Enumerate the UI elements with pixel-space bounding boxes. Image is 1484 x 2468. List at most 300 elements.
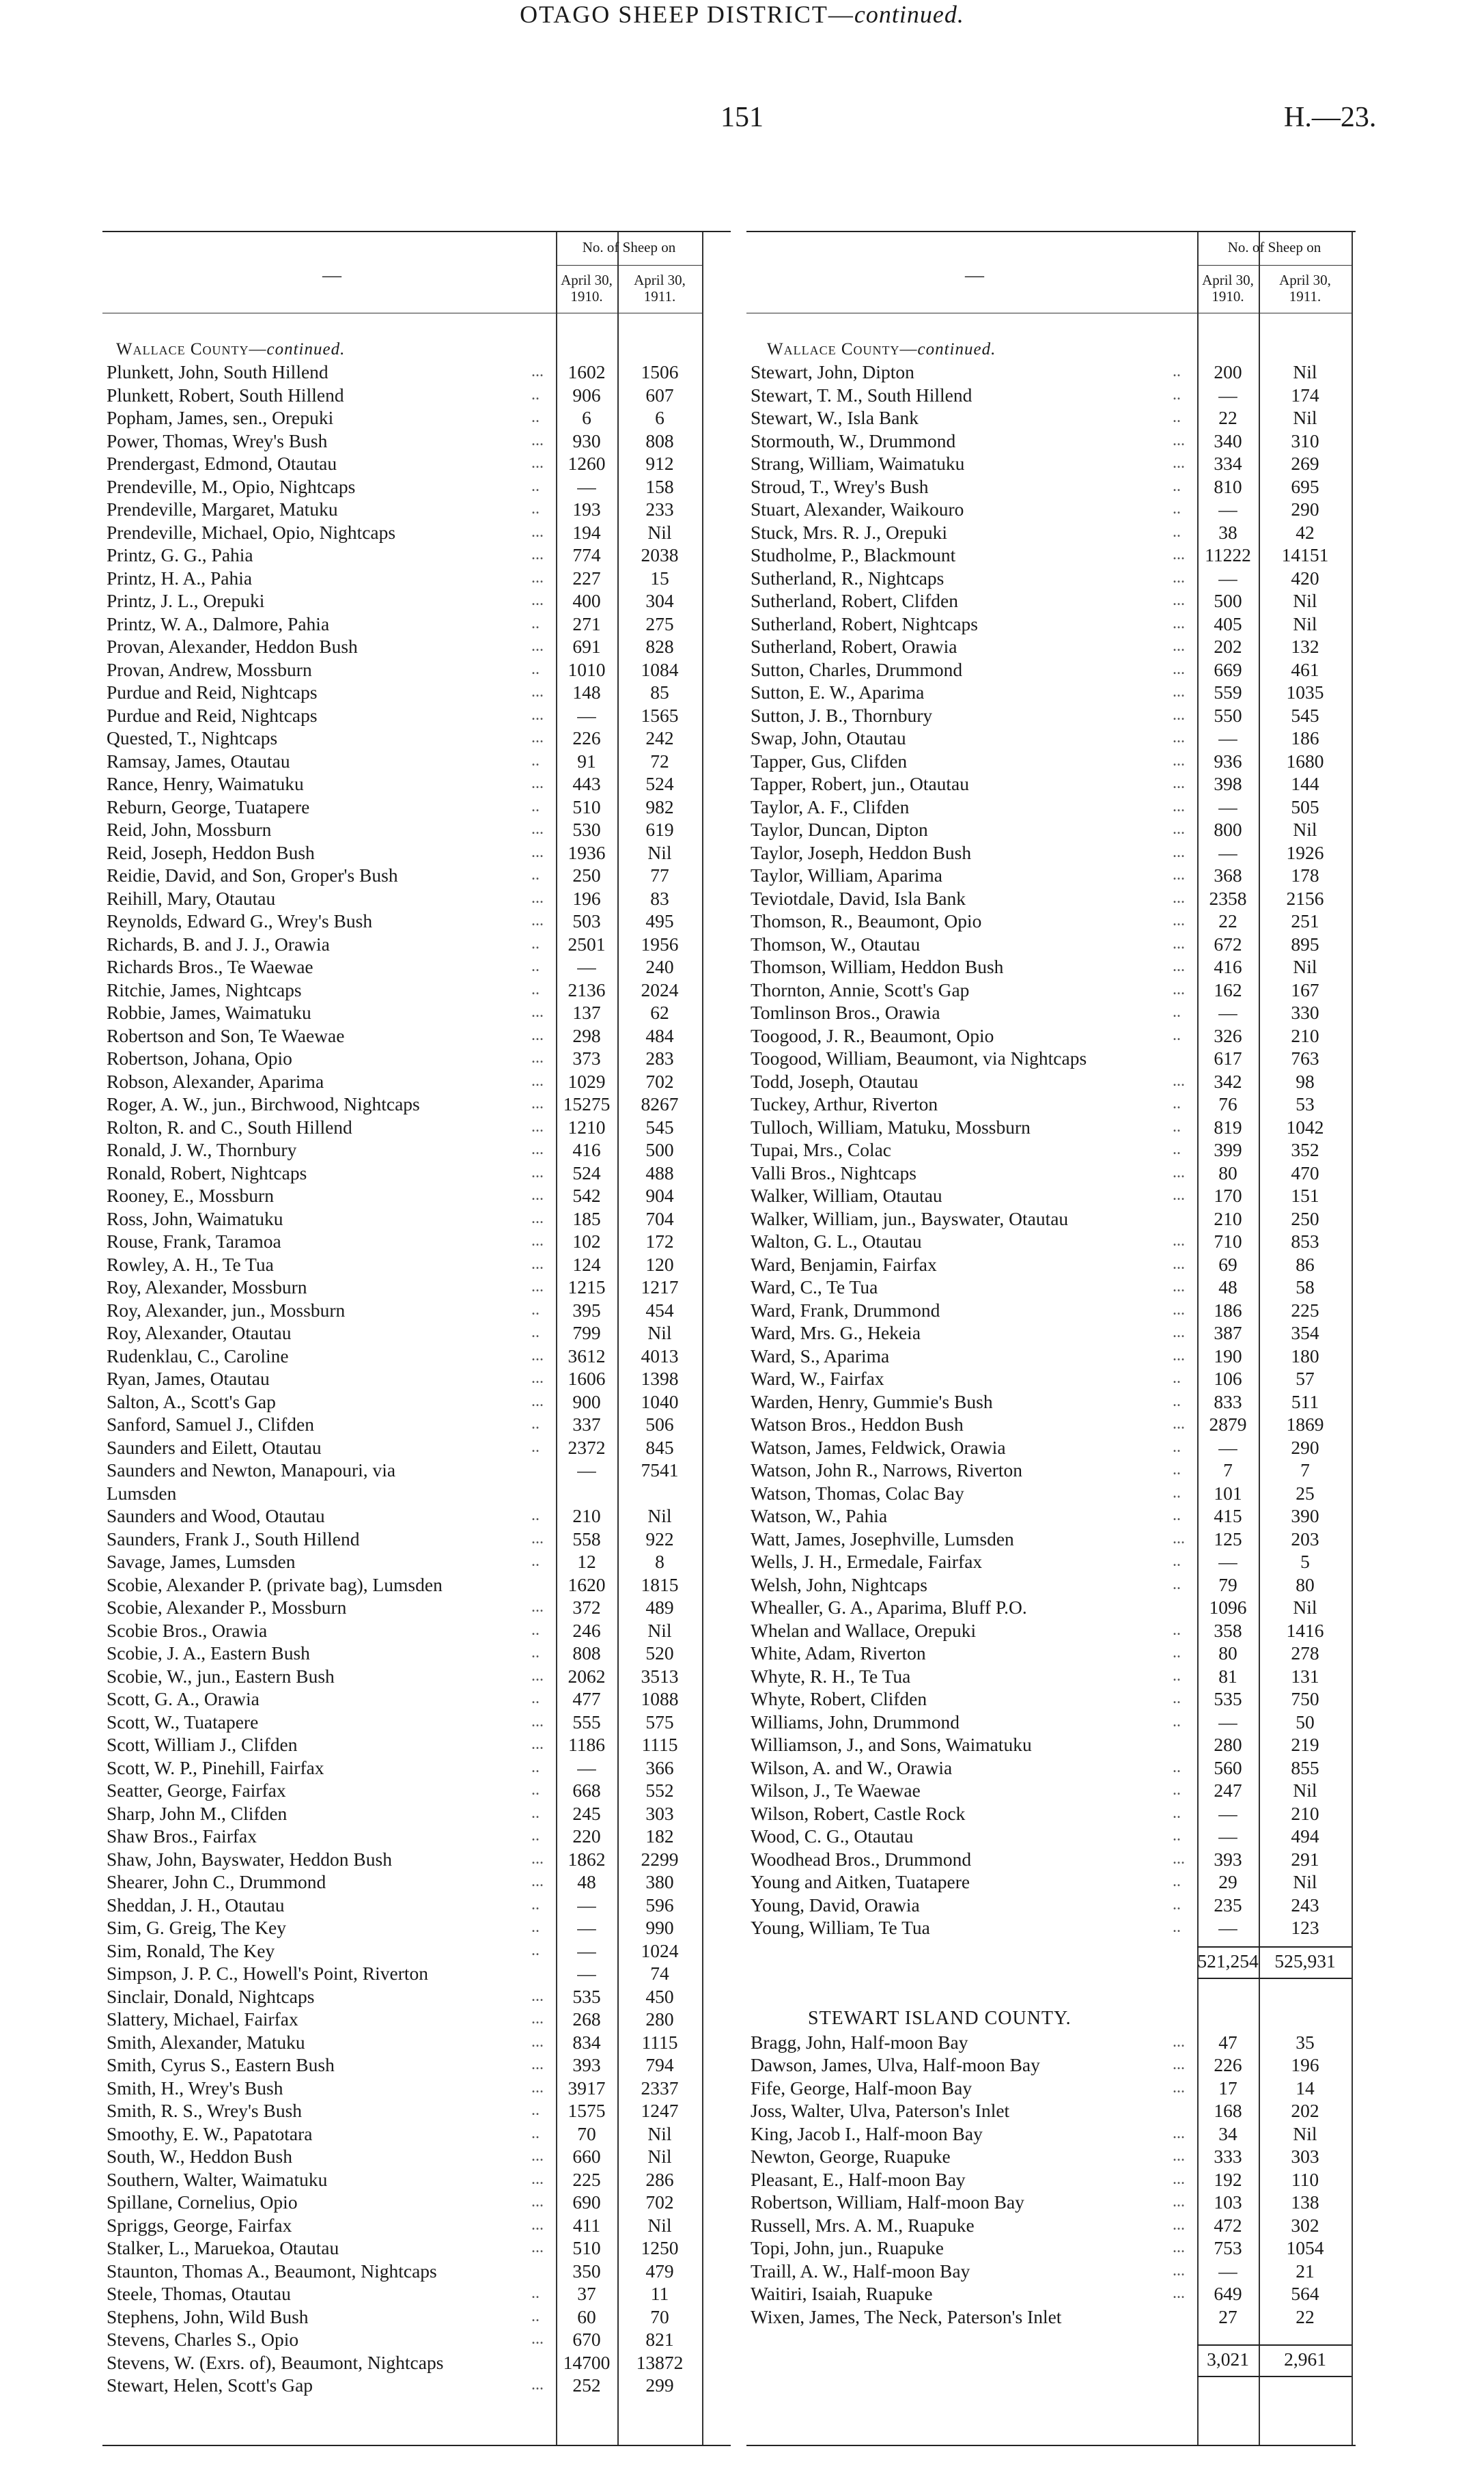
value-1911: 151 [1291, 1185, 1319, 1206]
header-group-label: No. of Sheep on [582, 239, 676, 255]
leader-dots: ... [531, 1117, 544, 1136]
entry-name: Smith, Alexander, Matuku [107, 2031, 305, 2053]
leader-dots: ... [531, 2147, 544, 2165]
stewart-total-1911: 2,961 [1284, 2348, 1326, 2370]
leader-dots: ... [1173, 2261, 1185, 2280]
header-col-1911-year: 1911. [643, 288, 676, 305]
entry-name: Power, Thomas, Wrey's Bush [107, 430, 328, 451]
value-1911: 302 [1291, 2214, 1319, 2236]
value-1911: 42 [1296, 521, 1315, 543]
leader-dots: ... [531, 1232, 544, 1250]
value-1911: 196 [1291, 2054, 1319, 2075]
value-1910: 81 [1218, 1665, 1237, 1687]
value-1910: 524 [572, 1162, 601, 1183]
table-row [746, 796, 1352, 818]
table-row [102, 1733, 702, 1756]
leader-dots: ... [531, 1987, 544, 2005]
table-row [746, 1345, 1352, 1367]
value-1910: 753 [1214, 2237, 1242, 2258]
table-row [746, 406, 1352, 429]
entry-name: King, Jacob I., Half-moon Bay [751, 2122, 983, 2144]
value-1910: — [1218, 1551, 1237, 1572]
leader-dots: ... [531, 546, 544, 563]
leader-dots: ... [531, 1186, 544, 1204]
entry-name: Stephens, John, Wild Bush [107, 2305, 309, 2327]
value-1911: 461 [1291, 658, 1319, 680]
value-1911: 702 [645, 1070, 674, 1092]
entry-name: Whelan and Wallace, Orepuki [751, 1619, 977, 1641]
table-row [102, 1116, 702, 1138]
value-1910: 1620 [568, 1573, 606, 1595]
value-1910: 252 [572, 2374, 601, 2396]
leader-dots: ... [1173, 454, 1185, 472]
value-1910: 280 [1214, 1734, 1242, 1755]
table-row [746, 1642, 1352, 1664]
leader-dots: .. [1173, 385, 1181, 404]
leader-dots: .. [1173, 1026, 1181, 1044]
leader-dots: ... [531, 2032, 544, 2051]
value-1910: 395 [572, 1299, 601, 1321]
value-1910: 834 [572, 2031, 601, 2053]
table-row [746, 887, 1352, 910]
value-1910: 60 [577, 2305, 596, 2327]
value-1910: — [577, 1939, 596, 1961]
value-1911: 53 [1296, 1093, 1315, 1114]
header-col-1910-year: 1910. [570, 288, 603, 305]
table-row [746, 1802, 1352, 1825]
value-1911: Nil [647, 2214, 672, 2236]
entry-name: Robertson and Son, Te Waewae [107, 1024, 345, 1046]
entry-name: Watson, Thomas, Colac Bay [751, 1482, 964, 1504]
page-title [0, 0, 1484, 29]
header-group-label: No. of Sheep on [1227, 239, 1321, 255]
value-1911: 1088 [641, 1688, 679, 1709]
right-table [746, 231, 1356, 2446]
entry-name: Tuckey, Arthur, Riverton [751, 1093, 938, 1114]
value-1911: Nil [647, 2146, 672, 2167]
value-1911: 853 [1291, 1231, 1319, 1252]
table-row [746, 1573, 1352, 1596]
table-row [102, 1459, 702, 1481]
entry-name: Sim, G. Greig, The Key [107, 1917, 286, 1938]
leader-dots: ... [531, 1254, 544, 1273]
entry-name: Wilson, Robert, Castle Rock [751, 1802, 966, 1824]
value-1910: 906 [572, 384, 601, 406]
table-row [102, 1253, 702, 1276]
value-1910: 2062 [568, 1665, 606, 1687]
value-1911: 524 [645, 773, 674, 794]
table-row [746, 1870, 1352, 1893]
value-1911: 564 [1291, 2283, 1319, 2304]
value-1911: 596 [645, 1894, 674, 1916]
value-1910: 1602 [568, 361, 606, 382]
title-main: OTAGO SHEEP DISTRICT— [520, 1, 854, 28]
leader-dots: ... [1173, 866, 1185, 884]
entry-name: Sutherland, Robert, Orawia [751, 636, 957, 657]
entry-name: Southern, Walter, Waimatuku [107, 2168, 328, 2190]
entry-name: Sutton, E. W., Aparima [751, 682, 925, 703]
value-1910: 3612 [568, 1345, 606, 1366]
table-row [746, 818, 1352, 841]
leader-dots: .. [1173, 477, 1181, 495]
value-1910: 337 [572, 1414, 601, 1435]
table-row [102, 430, 702, 452]
entry-name: Stewart, W., Isla Bank [751, 407, 919, 428]
leader-dots: ... [1173, 1163, 1185, 1181]
value-1911: 4013 [641, 1345, 679, 1366]
table-row [102, 2145, 702, 2168]
leader-dots: .. [1173, 1781, 1181, 1799]
entry-name: Prendergast, Edmond, Otautau [107, 453, 337, 474]
leader-dots: .. [1173, 1369, 1181, 1387]
table-row [746, 1116, 1352, 1138]
leader-dots: ... [1173, 637, 1185, 655]
value-1910: — [577, 1917, 596, 1938]
table-row [102, 406, 702, 429]
value-1910: 148 [572, 682, 601, 703]
value-1910: 400 [572, 590, 601, 611]
value-1910: 210 [572, 1505, 601, 1526]
value-1911: Nil [647, 2122, 672, 2144]
entry-name: Purdue and Reid, Nightcaps [107, 704, 318, 726]
leader-dots: .. [1173, 1003, 1181, 1021]
section-heading [116, 340, 345, 359]
entry-name: Provan, Andrew, Mossburn [107, 658, 312, 680]
value-1911: 70 [650, 2305, 669, 2327]
leader-dots: ... [1173, 546, 1185, 563]
leader-dots: ... [1173, 912, 1185, 929]
value-1911: 83 [650, 887, 669, 909]
table-row [746, 2145, 1352, 2168]
value-1910: 210 [1214, 1207, 1242, 1229]
table-row [102, 818, 702, 841]
leader-dots: ... [531, 1209, 544, 1227]
section-heading-continued: continued. [917, 340, 996, 359]
leader-dots: ... [531, 1392, 544, 1410]
entry-name: Watt, James, Josephville, Lumsden [751, 1528, 1014, 1549]
entry-name: Robertson, Johana, Opio [107, 1048, 292, 1069]
value-1911: 2337 [641, 2077, 679, 2099]
value-1910: 202 [1214, 636, 1242, 657]
table-row [102, 1528, 702, 1550]
leader-dots: .. [531, 866, 540, 884]
leader-dots: ... [1173, 1415, 1185, 1433]
value-1910: 1186 [568, 1734, 605, 1755]
entry-name: Roger, A. W., jun., Birchwood, Nightcaps [107, 1093, 420, 1114]
leader-dots: .. [531, 751, 540, 770]
leader-dots: ... [1173, 1232, 1185, 1250]
value-1910: 393 [1214, 1848, 1242, 1870]
table-row [102, 1573, 702, 1596]
table-row [102, 1687, 702, 1710]
value-1910: 1215 [568, 1276, 606, 1298]
table-row [746, 1207, 1352, 1230]
entry-name: Dawson, James, Ulva, Half-moon Bay [751, 2054, 1040, 2075]
entry-name: Valli Bros., Nightcaps [751, 1162, 916, 1183]
entry-name: Taylor, William, Aparima [751, 865, 942, 886]
value-1911: 290 [1291, 1436, 1319, 1458]
entry-name: Seatter, George, Fairfax [107, 1780, 286, 1801]
value-1910: 190 [1214, 1345, 1242, 1366]
value-1911: 14 [1296, 2077, 1315, 2099]
value-1910: 387 [1214, 1322, 1242, 1343]
entry-name: Stuck, Mrs. R. J., Orepuki [751, 521, 947, 543]
value-1910: 368 [1214, 865, 1242, 886]
leader-dots: .. [531, 408, 540, 426]
total-rule [1197, 1946, 1352, 1948]
entry-name: Richards, B. and J. J., Orawia [107, 933, 330, 955]
value-1910: 690 [572, 2191, 601, 2213]
value-1910: 342 [1214, 1070, 1242, 1092]
entry-name: Thomson, William, Heddon Bush [751, 956, 1004, 977]
entry-name: Topi, John, jun., Ruapuke [751, 2237, 944, 2258]
table-row [102, 2077, 702, 2099]
value-1911: 250 [1291, 1207, 1319, 1229]
value-1910: 7 [1223, 1459, 1233, 1481]
value-1910: 833 [1214, 1390, 1242, 1412]
value-1911: 25 [1296, 1482, 1315, 1504]
value-1910: 774 [572, 544, 601, 565]
value-1910: 691 [572, 636, 601, 657]
value-1911: 50 [1296, 1711, 1315, 1733]
value-1911: 484 [645, 1024, 674, 1046]
value-1911: Nil [647, 521, 672, 543]
table-row [746, 2191, 1352, 2213]
value-1910: — [577, 956, 596, 977]
leader-dots: ... [1173, 2284, 1185, 2302]
entry-name: Salton, A., Scott's Gap [107, 1390, 276, 1412]
leader-dots: ... [1173, 751, 1185, 770]
value-1910: 2879 [1209, 1414, 1247, 1435]
value-1910: 162 [1214, 979, 1242, 1000]
total-rule-bottom [1197, 2376, 1352, 2377]
table-row [102, 2328, 702, 2351]
leader-dots: ... [531, 1369, 544, 1387]
table-row [102, 658, 702, 681]
value-1911: Nil [647, 1505, 672, 1526]
value-1910: 91 [577, 750, 596, 772]
leader-dots: .. [1173, 363, 1181, 380]
entry-name: Ritchie, James, Nightcaps [107, 979, 302, 1000]
table-row [102, 681, 702, 703]
leader-dots: ... [1173, 774, 1185, 792]
entry-name: Sheddan, J. H., Otautau [107, 1894, 285, 1916]
value-1911: 13872 [636, 2351, 684, 2373]
entry-name: Savage, James, Lumsden [107, 1551, 296, 1572]
leader-dots: ... [1173, 1254, 1185, 1273]
leader-dots: .. [531, 934, 540, 953]
entry-name: Printz, H. A., Pahia [107, 567, 253, 589]
value-1910: 535 [572, 1985, 601, 2007]
table-row [102, 1184, 702, 1207]
value-1910: 542 [572, 1185, 601, 1206]
leader-dots: .. [1173, 1117, 1181, 1136]
entry-name: Scobie, W., jun., Eastern Bush [107, 1665, 335, 1687]
value-1910: 393 [572, 2054, 601, 2075]
table-row [746, 910, 1352, 932]
table-row [746, 2053, 1352, 2076]
value-1910: 194 [572, 521, 601, 543]
leader-dots: .. [531, 1918, 540, 1936]
table-row [746, 613, 1352, 635]
value-1911: 619 [645, 819, 674, 840]
table-row [102, 704, 702, 727]
value-1911: 1680 [1286, 750, 1324, 772]
table-row [102, 1596, 702, 1618]
leader-dots: ... [531, 820, 544, 838]
leader-dots: ... [1173, 683, 1185, 701]
table-row [102, 1299, 702, 1321]
entry-name: Tapper, Robert, jun., Otautau [751, 773, 970, 794]
table-row [102, 2099, 702, 2122]
value-1911: 1869 [1286, 1414, 1324, 1435]
entry-name: Sharp, John M., Clifden [107, 1802, 288, 1824]
value-1910: 170 [1214, 1185, 1242, 1206]
leader-dots: .. [531, 957, 540, 975]
leader-dots: ... [531, 2330, 544, 2348]
table-row [746, 452, 1352, 475]
entry-name: Ward, Benjamin, Fairfax [751, 1253, 937, 1275]
leader-dots: .. [531, 1552, 540, 1570]
leader-dots: ... [531, 1712, 544, 1730]
table-row [746, 1390, 1352, 1413]
value-1911: Nil [647, 1322, 672, 1343]
value-1911: 210 [1291, 1802, 1319, 1824]
leader-dots: ... [531, 1873, 544, 1890]
leader-dots: ... [531, 2170, 544, 2188]
entry-name: Williams, John, Drummond [751, 1711, 960, 1733]
leader-dots: .. [531, 1689, 540, 1707]
entry-name: Strang, William, Waimatuku [751, 453, 965, 474]
value-1910: 559 [1214, 682, 1242, 703]
leader-dots: ... [1173, 2239, 1185, 2256]
leader-dots: .. [531, 797, 540, 815]
value-1911: 110 [1291, 2168, 1319, 2190]
value-1911: 144 [1291, 773, 1319, 794]
entry-name: Reid, Joseph, Heddon Bush [107, 841, 315, 863]
leader-dots: ... [1173, 957, 1185, 975]
table-row [102, 1779, 702, 1801]
value-1910: 550 [1214, 704, 1242, 726]
table-row [746, 1436, 1352, 1459]
value-1911: 269 [1291, 453, 1319, 474]
leader-dots: ... [1173, 2193, 1185, 2211]
value-1911: 1926 [1286, 841, 1324, 863]
value-1911: 511 [1291, 1390, 1319, 1412]
value-1910: — [577, 475, 596, 497]
section-heading [767, 340, 996, 359]
value-1911: 1247 [641, 2100, 679, 2121]
value-1910: 560 [1214, 1756, 1242, 1778]
value-1911: Nil [647, 1619, 672, 1641]
value-1910: 800 [1214, 819, 1242, 840]
table-row [102, 1345, 702, 1367]
entry-name: Robbie, James, Waimatuku [107, 1002, 311, 1023]
table-row [102, 1665, 702, 1687]
table-row [102, 796, 702, 818]
entry-name: Bragg, John, Half-moon Bay [751, 2031, 968, 2053]
leader-dots: ... [531, 2215, 544, 2234]
entry-name: Stuart, Alexander, Waikouro [751, 499, 964, 520]
entry-name: Rudenklau, C., Caroline [107, 1345, 289, 1366]
entry-name: Steele, Thomas, Otautau [107, 2283, 291, 2304]
value-1911: 488 [645, 1162, 674, 1183]
table-row [102, 1390, 702, 1413]
leader-dots: ... [531, 522, 544, 541]
entry-name: Saunders, Frank J., South Hillend [107, 1528, 360, 1549]
entry-name: Rolton, R. and C., South Hillend [107, 1116, 352, 1138]
entry-name: Stewart, Helen, Scott's Gap [107, 2374, 313, 2396]
table-row [102, 864, 702, 886]
table-row [746, 1596, 1352, 1618]
leader-dots: .. [531, 1621, 540, 1639]
value-1910: 76 [1218, 1093, 1237, 1114]
value-1910: 192 [1214, 2168, 1242, 2190]
entry-name: Popham, James, sen., Orepuki [107, 407, 334, 428]
entry-name: Tulloch, William, Matuku, Mossburn [751, 1116, 1031, 1138]
entry-name: Stewart, John, Dipton [751, 361, 914, 382]
value-1910: 930 [572, 430, 601, 451]
leader-dots: .. [531, 1758, 540, 1776]
value-1910: 415 [1214, 1505, 1242, 1526]
leader-dots: ... [1173, 1071, 1185, 1090]
section-heading-county: Wallace County— [116, 340, 267, 359]
entry-name: Ward, W., Fairfax [751, 1368, 884, 1389]
leader-dots: .. [1173, 1575, 1181, 1593]
entry-name: Robertson, William, Half-moon Bay [751, 2191, 1024, 2213]
leader-dots: .. [531, 1895, 540, 1913]
entry-name: Toogood, J. R., Beaumont, Opio [751, 1024, 994, 1046]
section-heading-county: Wallace County— [767, 340, 918, 359]
value-1911: 291 [1291, 1848, 1319, 1870]
leader-dots: ... [531, 1666, 544, 1685]
value-1910: — [1218, 841, 1237, 863]
table-row [102, 1504, 702, 1527]
value-1910: 79 [1218, 1573, 1237, 1595]
value-1910: 124 [572, 1253, 601, 1275]
table-row [102, 1230, 702, 1252]
table-row [102, 2191, 702, 2213]
value-1911: 1250 [641, 2237, 679, 2258]
leader-dots: .. [531, 2101, 540, 2119]
value-1910: 12 [577, 1551, 596, 1572]
value-1911: 895 [1291, 933, 1319, 955]
value-1910: 200 [1214, 361, 1242, 382]
leader-dots: ... [1173, 2032, 1185, 2051]
value-1911: 1416 [1286, 1619, 1324, 1641]
value-1911: 219 [1291, 1734, 1319, 1755]
value-1910: 477 [572, 1688, 601, 1709]
value-1911: 62 [650, 1002, 669, 1023]
entry-name: Smith, H., Wrey's Bush [107, 2077, 283, 2099]
value-1910: — [1218, 727, 1237, 748]
entry-name: Reihill, Mary, Otautau [107, 887, 276, 909]
leader-dots: ... [1173, 1346, 1185, 1364]
entry-name: Young, David, Orawia [751, 1894, 920, 1916]
value-1911: 1398 [641, 1368, 679, 1389]
entry-name: Saunders and Wood, Otautau [107, 1505, 325, 1526]
entry-name: Scott, William J., Clifden [107, 1734, 298, 1755]
table-row [746, 1367, 1352, 1390]
value-1910: 555 [572, 1711, 601, 1733]
value-1911: 58 [1296, 1276, 1315, 1298]
value-1911: 304 [645, 590, 674, 611]
value-1911: 1115 [641, 1734, 678, 1755]
value-1910: — [1218, 384, 1237, 406]
column-rule [702, 232, 703, 2445]
value-1911: 180 [1291, 1345, 1319, 1366]
value-1911: 702 [645, 2191, 674, 2213]
